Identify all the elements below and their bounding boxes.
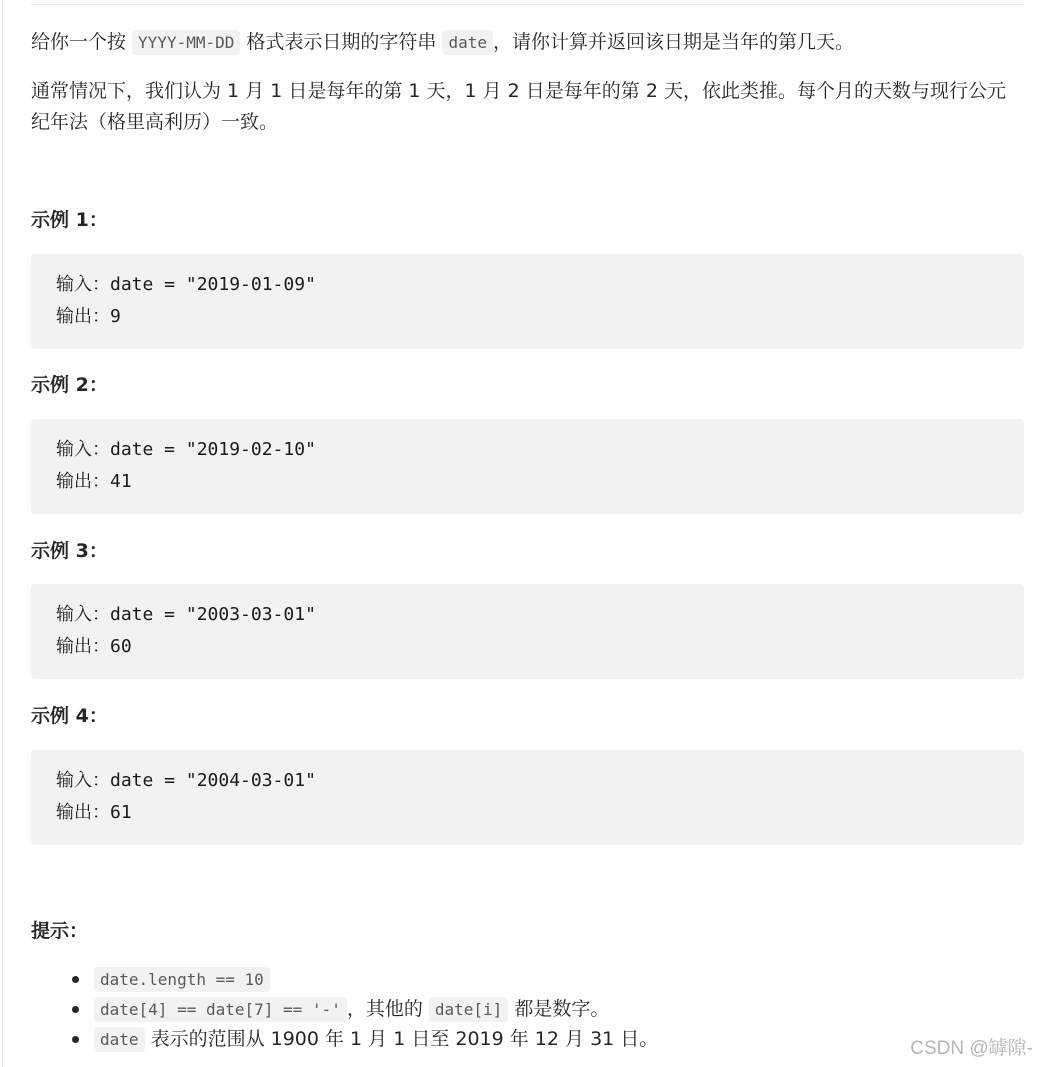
hint-3-text: 表示的范围从 1900 年 1 月 1 日至 2019 年 12 月 31 日。 — [144, 1028, 659, 1050]
hints-list — [31, 964, 1024, 1054]
hint-2-code-2: date[i] — [429, 997, 508, 1022]
intro-text-2: 格式表示日期的字符串 — [240, 31, 443, 53]
intro-paragraph-2: 通常情况下，我们认为 1 月 1 日是每年的第 1 天，1 月 2 日是每年的第 2 天，依此类推。每个月的天数与现行公元纪年法（格里高利历）一致。 — [31, 80, 1006, 133]
top-divider — [31, 4, 1024, 5]
bullet-icon — [72, 1036, 79, 1043]
hint-item-1 — [31, 964, 1024, 994]
hint-2-text-2: 都是数字。 — [508, 998, 610, 1020]
intro-paragraph-1 — [31, 27, 1024, 58]
left-border — [2, 0, 3, 1067]
example-2-block — [31, 419, 1024, 514]
example-2-output: 输出：41 — [56, 471, 132, 492]
example-2-heading: 示例 2： — [31, 374, 108, 396]
example-1-output: 输出：9 — [56, 306, 121, 327]
example-3-output: 输出：60 — [56, 636, 132, 657]
example-2-input: 输入：date = "2019-02-10" — [56, 439, 316, 460]
hint-3-code: date — [94, 1027, 145, 1052]
example-1-heading: 示例 1： — [31, 209, 108, 231]
example-3-heading: 示例 3： — [31, 540, 108, 562]
example-3-input: 输入：date = "2003-03-01" — [56, 604, 316, 625]
format-code: YYYY-MM-DD — [132, 30, 240, 55]
csdn-watermark: CSDN @罅隙- — [910, 1038, 1033, 1059]
hint-item-3 — [31, 1024, 1024, 1054]
example-4-output: 输出：61 — [56, 802, 132, 823]
hint-1-code: date.length == 10 — [94, 967, 270, 992]
example-4-heading: 示例 4： — [31, 705, 108, 727]
hints-heading: 提示： — [31, 920, 89, 942]
example-1-input: 输入：date = "2019-01-09" — [56, 274, 316, 295]
example-4-input: 输入：date = "2004-03-01" — [56, 770, 316, 791]
example-1-block — [31, 254, 1024, 349]
bullet-icon — [72, 1006, 79, 1013]
intro-text-1: 给你一个按 — [31, 31, 133, 53]
bullet-icon — [72, 976, 79, 983]
hint-item-2 — [31, 994, 1024, 1024]
intro-text-3: ，请你计算并返回该日期是当年的第几天。 — [493, 31, 855, 53]
hint-2-code: date[4] == date[7] == '-' — [94, 997, 347, 1022]
example-4-block — [31, 750, 1024, 845]
example-3-block — [31, 584, 1024, 679]
date-code: date — [442, 30, 493, 55]
hint-2-text: ，其他的 — [346, 998, 429, 1020]
